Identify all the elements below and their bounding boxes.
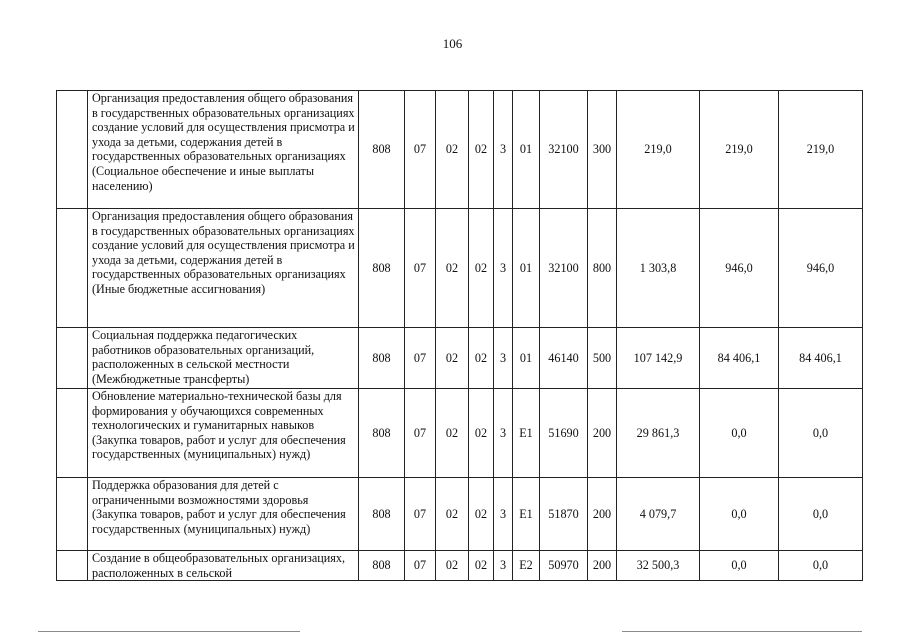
table-row xyxy=(57,91,863,209)
event-code: E1 xyxy=(513,478,540,551)
ministry-code: 808 xyxy=(359,91,405,209)
amount-year-1: 219,0 xyxy=(617,91,700,209)
description-cell xyxy=(88,328,359,389)
section-code: 07 xyxy=(405,209,436,328)
description-cell xyxy=(88,478,359,551)
description-text: Создание в общеобразовательных организациях, расположенных в сельской xyxy=(92,551,346,580)
description-cell xyxy=(88,91,359,209)
expense-type-code: 200 xyxy=(588,551,617,581)
table-row xyxy=(57,209,863,328)
amount-year-3: 0,0 xyxy=(779,478,863,551)
direction-code: 32100 xyxy=(540,91,588,209)
empty-cell xyxy=(57,389,88,478)
subprogram-code: 3 xyxy=(494,91,513,209)
amount-year-3: 0,0 xyxy=(779,551,863,581)
subsection-code: 02 xyxy=(436,478,469,551)
page-number: 106 xyxy=(442,36,463,51)
subprogram-code: 3 xyxy=(494,478,513,551)
description-text: Социальная поддержка педагогических работников образовательных организаций, расположенных в сельской местности (Межбюджетные трансферты) xyxy=(92,328,315,386)
program-code: 02 xyxy=(469,209,494,328)
description-text: Организация предоставления общего образования в государственных образовательных организациях создание условий для осуществления присмотра и ухода за детьми, содержания детей в государственных образовательных организациях (Иные бюджетные ассигнования) xyxy=(92,209,355,296)
subprogram-code: 3 xyxy=(494,389,513,478)
budget-table xyxy=(56,90,863,581)
description-cell xyxy=(88,389,359,478)
event-code: 01 xyxy=(513,209,540,328)
subsection-code: 02 xyxy=(436,551,469,581)
table-row xyxy=(57,551,863,581)
event-code: E1 xyxy=(513,389,540,478)
section-code: 07 xyxy=(405,91,436,209)
section-code: 07 xyxy=(405,389,436,478)
subprogram-code: 3 xyxy=(494,209,513,328)
expense-type-code: 500 xyxy=(588,328,617,389)
table-row xyxy=(57,389,863,478)
direction-code: 51870 xyxy=(540,478,588,551)
empty-cell xyxy=(57,209,88,328)
amount-year-2: 946,0 xyxy=(700,209,779,328)
amount-year-3: 946,0 xyxy=(779,209,863,328)
direction-code: 46140 xyxy=(540,328,588,389)
subsection-code: 02 xyxy=(436,91,469,209)
empty-cell xyxy=(57,478,88,551)
expense-type-code: 200 xyxy=(588,478,617,551)
amount-year-2: 0,0 xyxy=(700,389,779,478)
ministry-code: 808 xyxy=(359,551,405,581)
subsection-code: 02 xyxy=(436,209,469,328)
event-code: E2 xyxy=(513,551,540,581)
description-cell xyxy=(88,209,359,328)
description-text: Организация предоставления общего образования в государственных образовательных организациях создание условий для осуществления присмотра и ухода за детьми, содержания детей в государственных образовательных организациях (Социальное обеспечение и иные выплаты населению) xyxy=(92,91,355,193)
amount-year-2: 0,0 xyxy=(700,551,779,581)
ministry-code: 808 xyxy=(359,328,405,389)
expense-type-code: 200 xyxy=(588,389,617,478)
amount-year-1: 107 142,9 xyxy=(617,328,700,389)
amount-year-3: 84 406,1 xyxy=(779,328,863,389)
amount-year-1: 1 303,8 xyxy=(617,209,700,328)
program-code: 02 xyxy=(469,91,494,209)
amount-year-3: 0,0 xyxy=(779,389,863,478)
program-code: 02 xyxy=(469,328,494,389)
amount-year-3: 219,0 xyxy=(779,91,863,209)
expense-type-code: 300 xyxy=(588,91,617,209)
amount-year-2: 0,0 xyxy=(700,478,779,551)
subprogram-code: 3 xyxy=(494,328,513,389)
direction-code: 51690 xyxy=(540,389,588,478)
subsection-code: 02 xyxy=(436,389,469,478)
program-code: 02 xyxy=(469,551,494,581)
bottom-rule-left xyxy=(38,631,300,632)
amount-year-2: 219,0 xyxy=(700,91,779,209)
direction-code: 50970 xyxy=(540,551,588,581)
section-code: 07 xyxy=(405,551,436,581)
description-cell xyxy=(88,551,359,581)
amount-year-1: 4 079,7 xyxy=(617,478,700,551)
amount-year-1: 32 500,3 xyxy=(617,551,700,581)
ministry-code: 808 xyxy=(359,478,405,551)
section-code: 07 xyxy=(405,478,436,551)
ministry-code: 808 xyxy=(359,389,405,478)
amount-year-1: 29 861,3 xyxy=(617,389,700,478)
subsection-code: 02 xyxy=(436,328,469,389)
ministry-code: 808 xyxy=(359,209,405,328)
program-code: 02 xyxy=(469,389,494,478)
empty-cell xyxy=(57,91,88,209)
description-text: Обновление материально-технической базы для формирования у обучающихся современных технологических и гуманитарных навыков (Закупка товаров, работ и услуг для обеспечения государственных (муниципальных) нужд) xyxy=(92,389,346,462)
event-code: 01 xyxy=(513,328,540,389)
amount-year-2: 84 406,1 xyxy=(700,328,779,389)
bottom-rule-right xyxy=(622,631,862,632)
table-row xyxy=(57,478,863,551)
subprogram-code: 3 xyxy=(494,551,513,581)
direction-code: 32100 xyxy=(540,209,588,328)
empty-cell xyxy=(57,328,88,389)
table-row xyxy=(57,328,863,389)
program-code: 02 xyxy=(469,478,494,551)
empty-cell xyxy=(57,551,88,581)
section-code: 07 xyxy=(405,328,436,389)
description-text: Поддержка образования для детей с ограниченными возможностями здоровья (Закупка товаров, работ и услуг для обеспечения государственных (муниципальных) нужд) xyxy=(92,478,346,536)
event-code: 01 xyxy=(513,91,540,209)
expense-type-code: 800 xyxy=(588,209,617,328)
